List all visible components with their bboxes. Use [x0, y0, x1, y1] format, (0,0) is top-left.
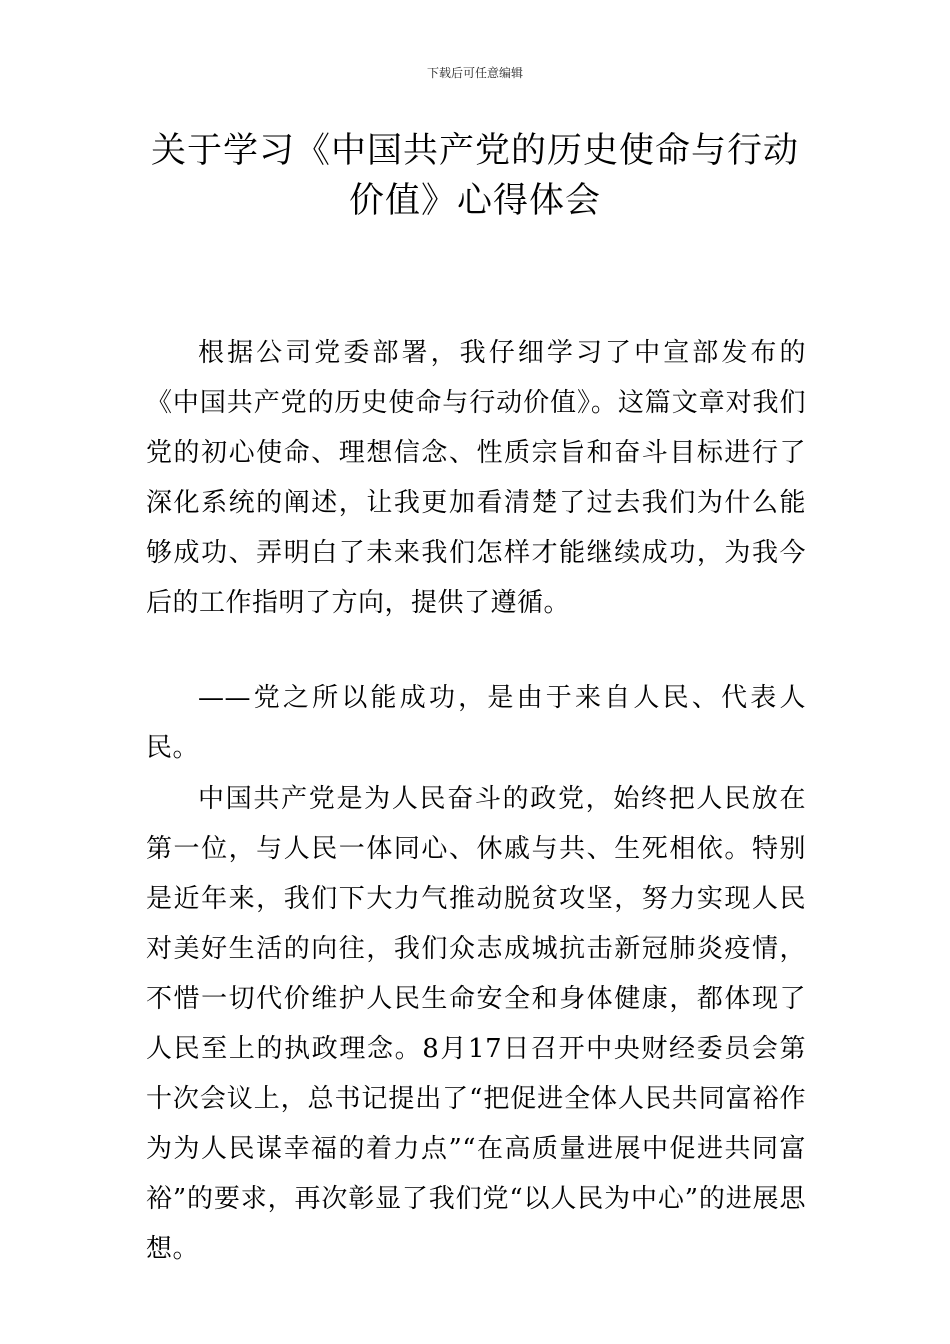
- paragraph-text: 根据公司党委部署，我仔细学习了中宣部发布的《中国共产党的历史使命与行动价值》。这篇文章对我们党的初心使命、理想信念、性质宗旨和奋斗目标进行了深化系统的阐述，让我更加看清楚了过去我们为什么能够成功、弄明白了未来我们怎样才能继续成功，为我今后的工作指明了方向，提供了遵循。: [146, 338, 806, 618]
- document-title: [140, 126, 810, 226]
- paragraph-intro: [146, 328, 806, 628]
- paragraph-heading: [146, 673, 806, 773]
- title-line-1: 关于学习《中国共产党的历史使命与行动: [150, 131, 799, 171]
- title-line-2: 价值》心得体会: [348, 181, 601, 221]
- header-note: 下载后可任意编辑: [426, 66, 523, 80]
- paragraph-body: [146, 774, 806, 1274]
- paragraph-text: 中国共产党是为人民奋斗的政党，始终把人民放在第一位，与人民一体同心、休戚与共、生死相依。特别是近年来，我们下大力气推动脱贫攻坚，努力实现人民对美好生活的向往，我们众志成城抗击新冠肺炎疫情，不惜一切代价维护人民生命安全和身体健康，都体现了人民至上的执政理念。8月17日召开中央财经委员会第十次会议上，总书记提出了“把促进全体人民共同富裕作为为人民谋幸福的着力点”“在高质量进展中促进共同富裕”的要求，再次彰显了我们党“以人民为中心”的进展思想。: [146, 784, 806, 1264]
- section-heading-text: ——党之所以能成功，是由于来自人民、代表人民。: [146, 683, 806, 763]
